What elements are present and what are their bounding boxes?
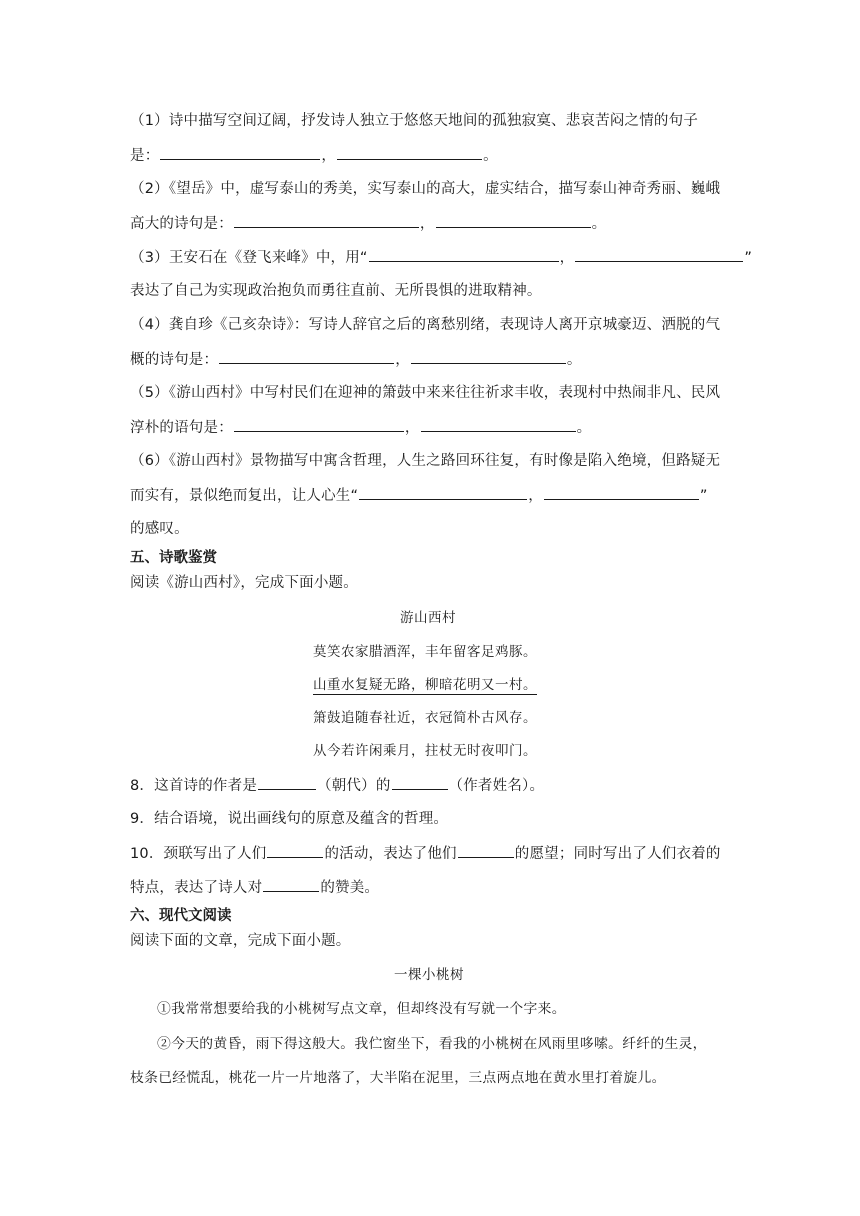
q1-period: 。	[483, 148, 498, 164]
q3-line1	[130, 247, 752, 268]
q5-line2	[130, 417, 591, 438]
q8-part-a: 8．这首诗的作者是	[130, 778, 258, 794]
q4-prefix: 概的诗句是：	[130, 352, 219, 368]
q6-quote-close: ”	[699, 488, 708, 504]
poem-line-2-underlined	[313, 675, 537, 695]
poem-line-3: 箫鼓追随春社近，衣冠简朴古风存。	[313, 710, 537, 726]
q10-blank-1[interactable]	[267, 843, 323, 858]
q6-line2	[130, 485, 708, 506]
q5-comma: ，	[404, 420, 420, 436]
q2-blank-1[interactable]	[234, 213, 419, 228]
q4-line1: （4）龚自珍《己亥杂诗》：写诗人辞官之后的离愁别绪，表现诗人离开京城豪迈、洒脱的气	[130, 317, 721, 333]
section5-intro: 阅读《游山西村》，完成下面小题。	[130, 575, 358, 591]
q8-blank-dynasty[interactable]	[258, 775, 316, 790]
q2-blank-2[interactable]	[436, 213, 591, 228]
q8-blank-author[interactable]	[392, 775, 448, 790]
q2-prefix: 高大的诗句是：	[130, 216, 233, 232]
q5-blank-1[interactable]	[234, 417, 404, 432]
q5-prefix: 淳朴的语句是：	[130, 420, 233, 436]
q10-line2	[130, 877, 379, 898]
q1-comma: ，	[321, 148, 337, 164]
q4-period: 。	[566, 352, 582, 368]
q6-prefix: 而实有，景似绝而复出，让人心生“	[130, 488, 359, 504]
q1-prefix: 是：	[130, 148, 160, 164]
q1-blank-2[interactable]	[337, 145, 482, 160]
q2-period: 。	[591, 216, 607, 232]
q4-comma: ，	[395, 352, 410, 368]
essay-paragraph-1: ①我常常想要给我的小桃树写点文章，但却终没有写就一个字来。	[157, 1001, 566, 1017]
q2-comma: ，	[419, 216, 435, 232]
q10-part-a: 10．颈联写出了人们	[130, 846, 267, 862]
q10-blank-2[interactable]	[458, 843, 514, 858]
q10-part-b: 的活动，表达了他们	[324, 846, 457, 862]
q8-part-b: （朝代）的	[317, 778, 391, 794]
poem-line-4: 从今若许闲乘月，拄杖无时夜叩门。	[313, 743, 537, 759]
poem-title: 游山西村	[400, 610, 456, 626]
q10-part-d: 特点，表达了诗人对	[130, 880, 263, 896]
q10-part-e: 的赞美。	[320, 880, 380, 896]
q10-line1	[130, 843, 721, 864]
underlined-line: 山重水复疑无路，柳暗花明又一村。	[313, 677, 537, 693]
q8	[130, 775, 544, 796]
q1-line2	[130, 145, 498, 166]
q3-line2: 表达了自己为实现政治抱负而勇往直前、无所畏惧的进取精神。	[130, 283, 542, 299]
section5-heading: 五、诗歌鉴赏	[130, 550, 217, 566]
q2-line1: （2）《望岳》中，虚写泰山的秀美，实写泰山的高大，虚实结合，描写泰山神奇秀丽、巍峨	[130, 181, 721, 197]
q2-line2	[130, 213, 606, 234]
q10-part-c: 的愿望；同时写出了人们衣着的	[514, 846, 721, 862]
q4-blank-2[interactable]	[411, 349, 566, 364]
essay-title: 一棵小桃树	[394, 967, 464, 983]
q9: 9．结合语境，说出画线句的原意及蕴含的哲理。	[130, 811, 449, 827]
q3-prefix: （3）王安石在《登飞来峰》中，用“	[130, 250, 368, 266]
q4-blank-1[interactable]	[219, 349, 394, 364]
q4-line2	[130, 349, 582, 370]
section6-intro: 阅读下面的文章，完成下面小题。	[130, 933, 351, 949]
q6-line1: （6）《游山西村》景物描写中寓含哲理，人生之路回环往复，有时像是陷入绝境，但路疑无	[130, 453, 721, 469]
q5-blank-2[interactable]	[421, 417, 576, 432]
q3-quote-close: ”	[744, 250, 753, 266]
essay-paragraph-2-line1: ②今天的黄昏，雨下得这般大。我伫窗坐下，看我的小桃树在风雨里哆嗦。纤纤的生灵，	[157, 1036, 707, 1052]
q10-blank-3[interactable]	[263, 877, 319, 892]
q8-part-c: （作者姓名）。	[448, 778, 545, 794]
q5-line1: （5）《游山西村》中写村民们在迎神的箫鼓中来来往往祈求丰收，表现村中热闹非凡、民风	[130, 385, 721, 401]
q6-line3: 的感叹。	[130, 521, 189, 537]
q3-comma: ，	[559, 250, 575, 266]
q6-comma: ，	[528, 488, 543, 504]
q3-blank-1[interactable]	[369, 247, 559, 262]
q3-blank-2[interactable]	[575, 247, 743, 262]
q6-blank-1[interactable]	[359, 485, 527, 500]
essay-paragraph-2-line2: 枝条已经慌乱，桃花一片一片地落了，大半陷在泥里，三点两点地在黄水里打着旋儿。	[130, 1070, 666, 1086]
q1-line1: （1）诗中描写空间辽阔，抒发诗人独立于悠悠天地间的孤独寂寞、悲哀苦闷之情的句子	[130, 113, 699, 129]
q1-blank-1[interactable]	[160, 145, 320, 160]
poem-line-1: 莫笑农家腊酒浑，丰年留客足鸡豚。	[313, 644, 537, 660]
q6-blank-2[interactable]	[544, 485, 699, 500]
q5-period: 。	[576, 420, 592, 436]
section6-heading: 六、现代文阅读	[130, 908, 232, 924]
